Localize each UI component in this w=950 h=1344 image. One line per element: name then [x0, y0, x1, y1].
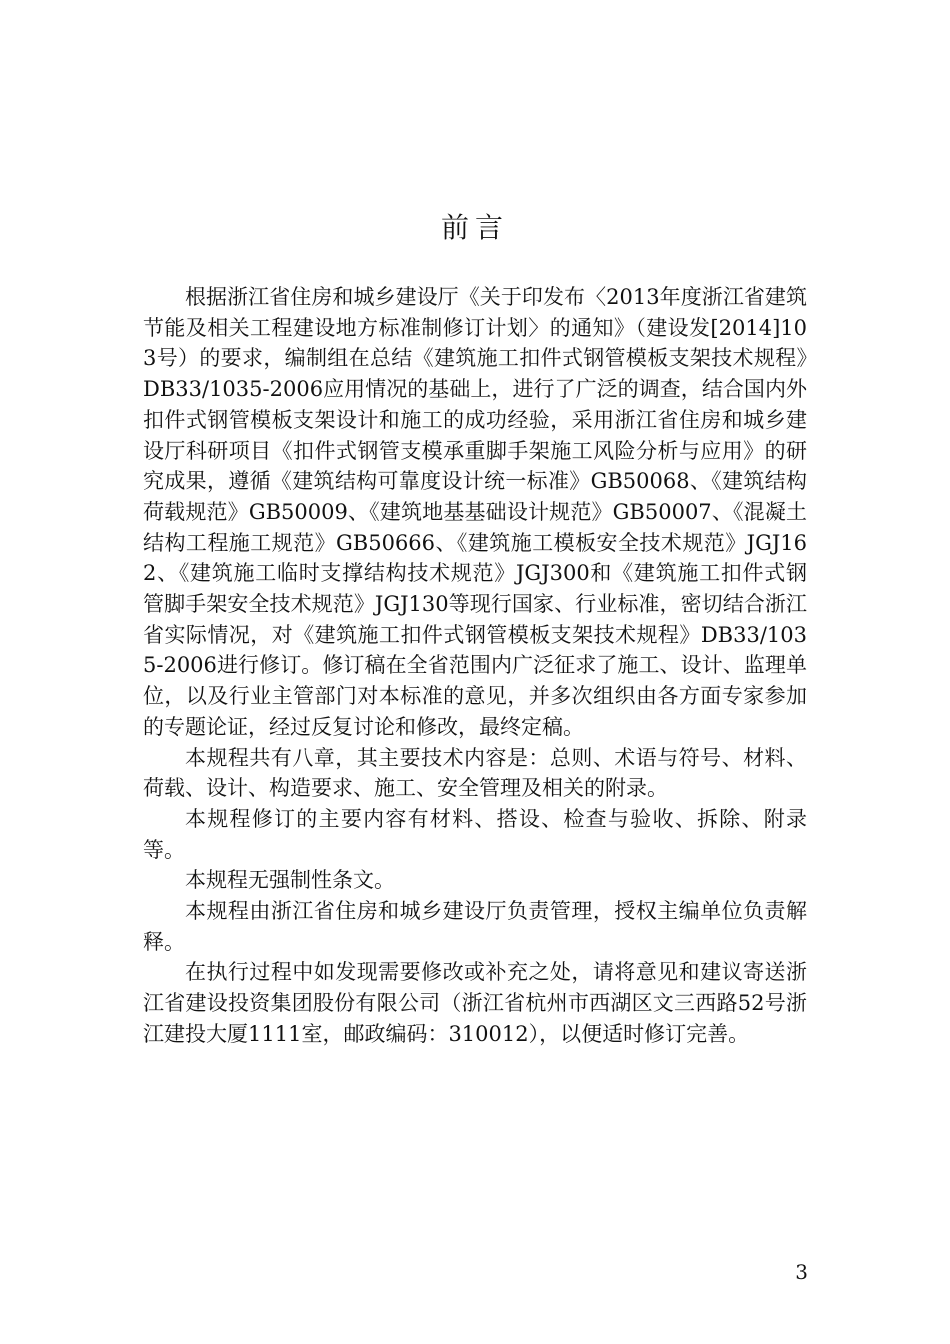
page-number: 3	[795, 1260, 808, 1284]
paragraph-revisions: 本规程修订的主要内容有材料、搭设、检查与验收、拆除、附录等。	[143, 806, 807, 862]
page-title: 前言	[440, 211, 509, 244]
paragraph-background: 根据浙江省住房和城乡建设厅《关于印发布〈2013年度浙江省建筑节能及相关工程建设地方标准制修订计划〉的通知》（建设发[2014]103号）的要求，编制组在总结《建筑施工扣件式钢管模板支架技术规程》DB33/1035-2006应用情况的基础上，进行了广泛的调查，结合国内外扣件式钢管模板支架设计和施工的成功经验，采用浙江省住房和城乡建设厅科研项目《扣件式钢管支模承重脚手架施工风险分析与应用》的研究成果，遵循《建筑结构可靠度设计统一标准》GB50068、《建筑结构荷载规范》GB50009、《建筑地基基础设计规范》GB50007、《混凝土结构工程施工规范》GB50666、《建筑施工模板安全技术规范》JGJ162、《建筑施工临时支撑结构技术规范》JGJ300和《建筑施工扣件式钢管脚手架安全技术规范》JGJ130等现行国家、行业标准，密切结合浙江省实际情况，对《建筑施工扣件式钢管模板支架技术规程》DB33/1035-2006进行修订。修订稿在全省范围内广泛征求了施工、设计、监理单位，以及行业主管部门对本标准的意见，并多次组织由各方面专家参加的专题论证，经过反复讨论和修改，最终定稿。	[143, 285, 807, 739]
paragraph-management: 本规程由浙江省住房和城乡建设厅负责管理，授权主编单位负责解释。	[143, 899, 807, 954]
paragraph-main-content: 本规程共有八章，其主要技术内容是：总则、术语与符号、材料、荷载、设计、构造要求、施工、安全管理及相关的附录。	[143, 745, 807, 801]
paragraph-mandatory-clauses: 本规程无强制性条文。	[185, 868, 395, 893]
paragraph-feedback: 在执行过程中如发现需要修改或补充之处，请将意见和建议寄送浙江省建设投资集团股份有限公司（浙江省杭州市西湖区文三西路52号浙江建投大厦1111室，邮政编码：310012），以便适时修订完善。	[143, 960, 807, 1046]
preface-body	[143, 282, 807, 1050]
